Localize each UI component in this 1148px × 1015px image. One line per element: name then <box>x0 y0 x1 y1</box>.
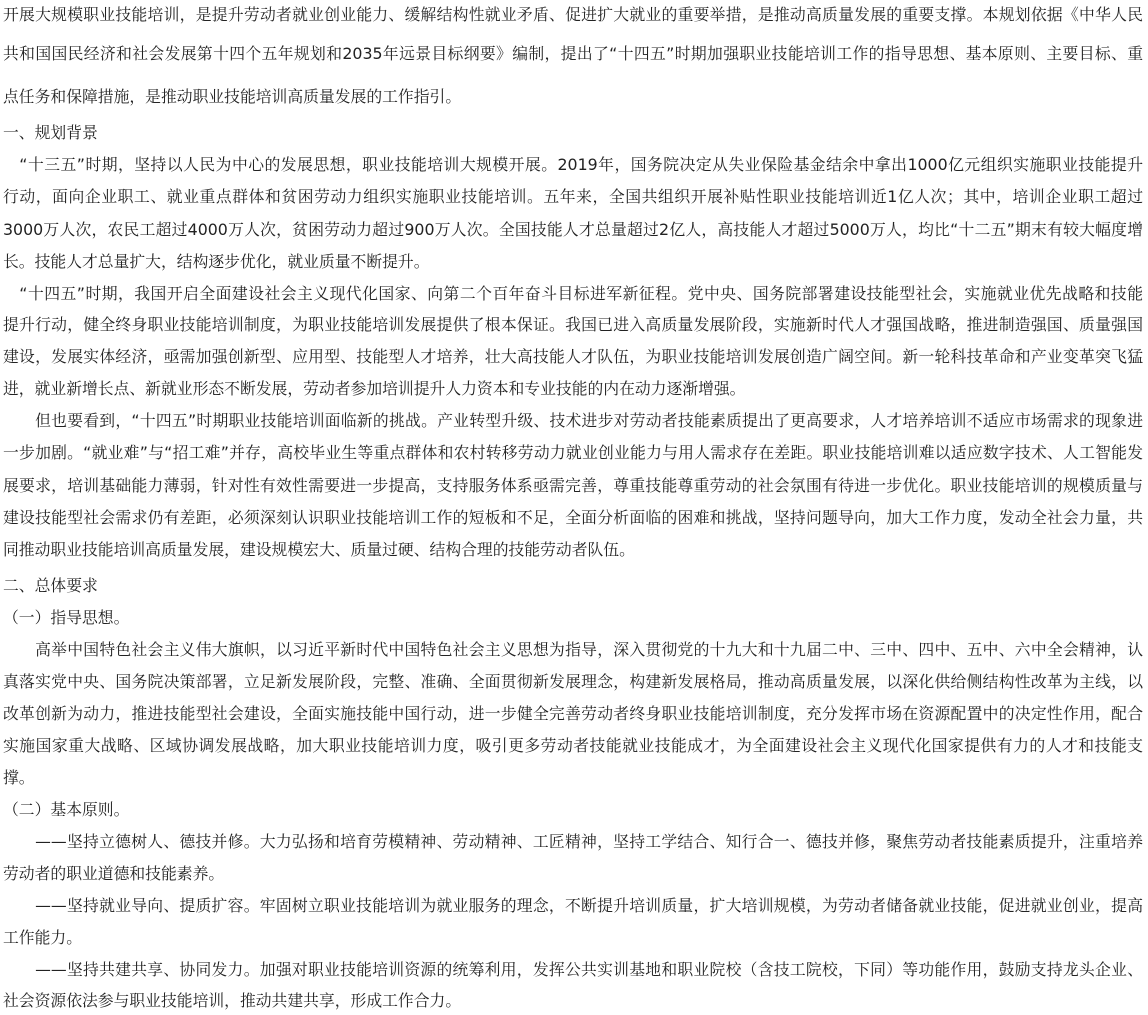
text-line: 实施国家重大战略、区域协调发展战略，加大职业技能培训力度，吸引更多劳动者技能就业技能成才，为全面建设社会主义现代化国家提供有力的人才和技能支 <box>3 736 1143 755</box>
text-line: 建设技能型社会需求仍有差距，必须深刻认识职业技能培训工作的短板和不足，全面分析面临的困难和挑战，坚持问题导向，加大工作力度，发动全社会力量，共 <box>3 508 1143 527</box>
section-heading: 一、规划背景 <box>3 123 98 142</box>
text-line: 但也要看到，“十四五”时期职业技能培训面临新的挑战。产业转型升级、技术进步对劳动者技能素质提出了更高要求，人才培养培训不适应市场需求的现象进 <box>3 411 1143 430</box>
text-line: 点任务和保障措施，是推动职业技能培训高质量发展的工作指引。 <box>3 87 462 106</box>
text-line: 展要求，培训基础能力薄弱，针对性有效性需要进一步提高，支持服务体系亟需完善，尊重技能尊重劳动的社会氛围有待进一步优化。职业技能培训的规模质量与 <box>3 476 1143 495</box>
text-line: 真落实党中央、国务院决策部署，立足新发展阶段，完整、准确、全面贯彻新发展理念，构建新发展格局，推动高质量发展，以深化供给侧结构性改革为主线，以 <box>3 672 1143 691</box>
text-line: 开展大规模职业技能培训，是提升劳动者就业创业能力、缓解结构性就业矛盾、促进扩大就业的重要举措，是推动高质量发展的重要支撑。本规划依据《中华人民 <box>3 5 1143 24</box>
text-line: “十三五”时期，坚持以人民为中心的发展思想，职业技能培训大规模开展。2019年，国务院决定从失业保险基金结余中拿出1000亿元组织实施职业技能提升 <box>3 155 1143 174</box>
text-line: 提升行动，健全终身职业技能培训制度，为职业技能培训发展提供了根本保证。我国已进入高质量发展阶段，实施新时代人才强国战略，推进制造强国、质量强国 <box>3 315 1143 334</box>
text-line: ——坚持立德树人、德技并修。大力弘扬和培育劳模精神、劳动精神、工匠精神，坚持工学结合、知行合一、德技并修，聚焦劳动者技能素质提升，注重培养 <box>3 832 1143 851</box>
text-line: 共和国国民经济和社会发展第十四个五年规划和2035年远景目标纲要》编制，提出了“十四五”时期加强职业技能培训工作的指导思想、基本原则、主要目标、重 <box>3 44 1143 63</box>
text-line: ——坚持就业导向、提质扩容。牢固树立职业技能培训为就业服务的理念，不断提升培训质量，扩大培训规模，为劳动者储备就业技能，促进就业创业，提高 <box>3 896 1143 915</box>
text-line: ——坚持共建共享、协同发力。加强对职业技能培训资源的统筹利用，发挥公共实训基地和职业院校（含技工院校，下同）等功能作用，鼓励支持龙头企业、 <box>3 960 1143 979</box>
subsection-heading: （一）指导思想。 <box>3 608 130 627</box>
text-line: 进，就业新增长点、新就业形态不断发展，劳动者参加培训提升人力资本和专业技能的内在动力逐渐增强。 <box>3 379 746 398</box>
text-line: 长。技能人才总量扩大，结构逐步优化，就业质量不断提升。 <box>3 252 430 271</box>
text-line: 3000万人次，农民工超过4000万人次，贫困劳动力超过900万人次。全国技能人才总量超过2亿人，高技能人才超过5000万人，均比“十二五”期末有较大幅度增 <box>3 220 1143 239</box>
text-line: “十四五”时期，我国开启全面建设社会主义现代化国家、向第二个百年奋斗目标进军新征程。党中央、国务院部署建设技能型社会，实施就业优先战略和技能 <box>3 284 1143 303</box>
text-line: 行动，面向企业职工、就业重点群体和贫困劳动力组织实施职业技能培训。五年来，全国共组织开展补贴性职业技能培训近1亿人次；其中，培训企业职工超过 <box>3 187 1143 206</box>
text-line: 工作能力。 <box>3 928 82 947</box>
text-line: 撑。 <box>3 768 35 787</box>
subsection-heading: （二）基本原则。 <box>3 800 130 819</box>
text-line: 劳动者的职业道德和技能素养。 <box>3 864 225 883</box>
text-line: 建设，发展实体经济，亟需加强创新型、应用型、技能型人才培养，壮大高技能人才队伍，为职业技能培训发展创造广阔空间。新一轮科技革命和产业变革突飞猛 <box>3 347 1143 366</box>
section-heading: 二、总体要求 <box>3 576 98 595</box>
text-line: 一步加剧。“就业难”与“招工难”并存，高校毕业生等重点群体和农村转移劳动力就业创业能力与用人需求存在差距。职业技能培训难以适应数字技术、人工智能发 <box>3 443 1143 462</box>
text-line: 社会资源依法参与职业技能培训，推动共建共享，形成工作合力。 <box>3 991 462 1010</box>
text-line: 同推动职业技能培训高质量发展，建设规模宏大、质量过硬、结构合理的技能劳动者队伍。 <box>3 540 635 559</box>
text-line: 改革创新为动力，推进技能型社会建设，全面实施技能中国行动，进一步健全完善劳动者终身职业技能培训制度，充分发挥市场在资源配置中的决定性作用，配合 <box>3 704 1143 723</box>
text-line: 高举中国特色社会主义伟大旗帜，以习近平新时代中国特色社会主义思想为指导，深入贯彻党的十九大和十九届二中、三中、四中、五中、六中全会精神，认 <box>3 640 1143 659</box>
